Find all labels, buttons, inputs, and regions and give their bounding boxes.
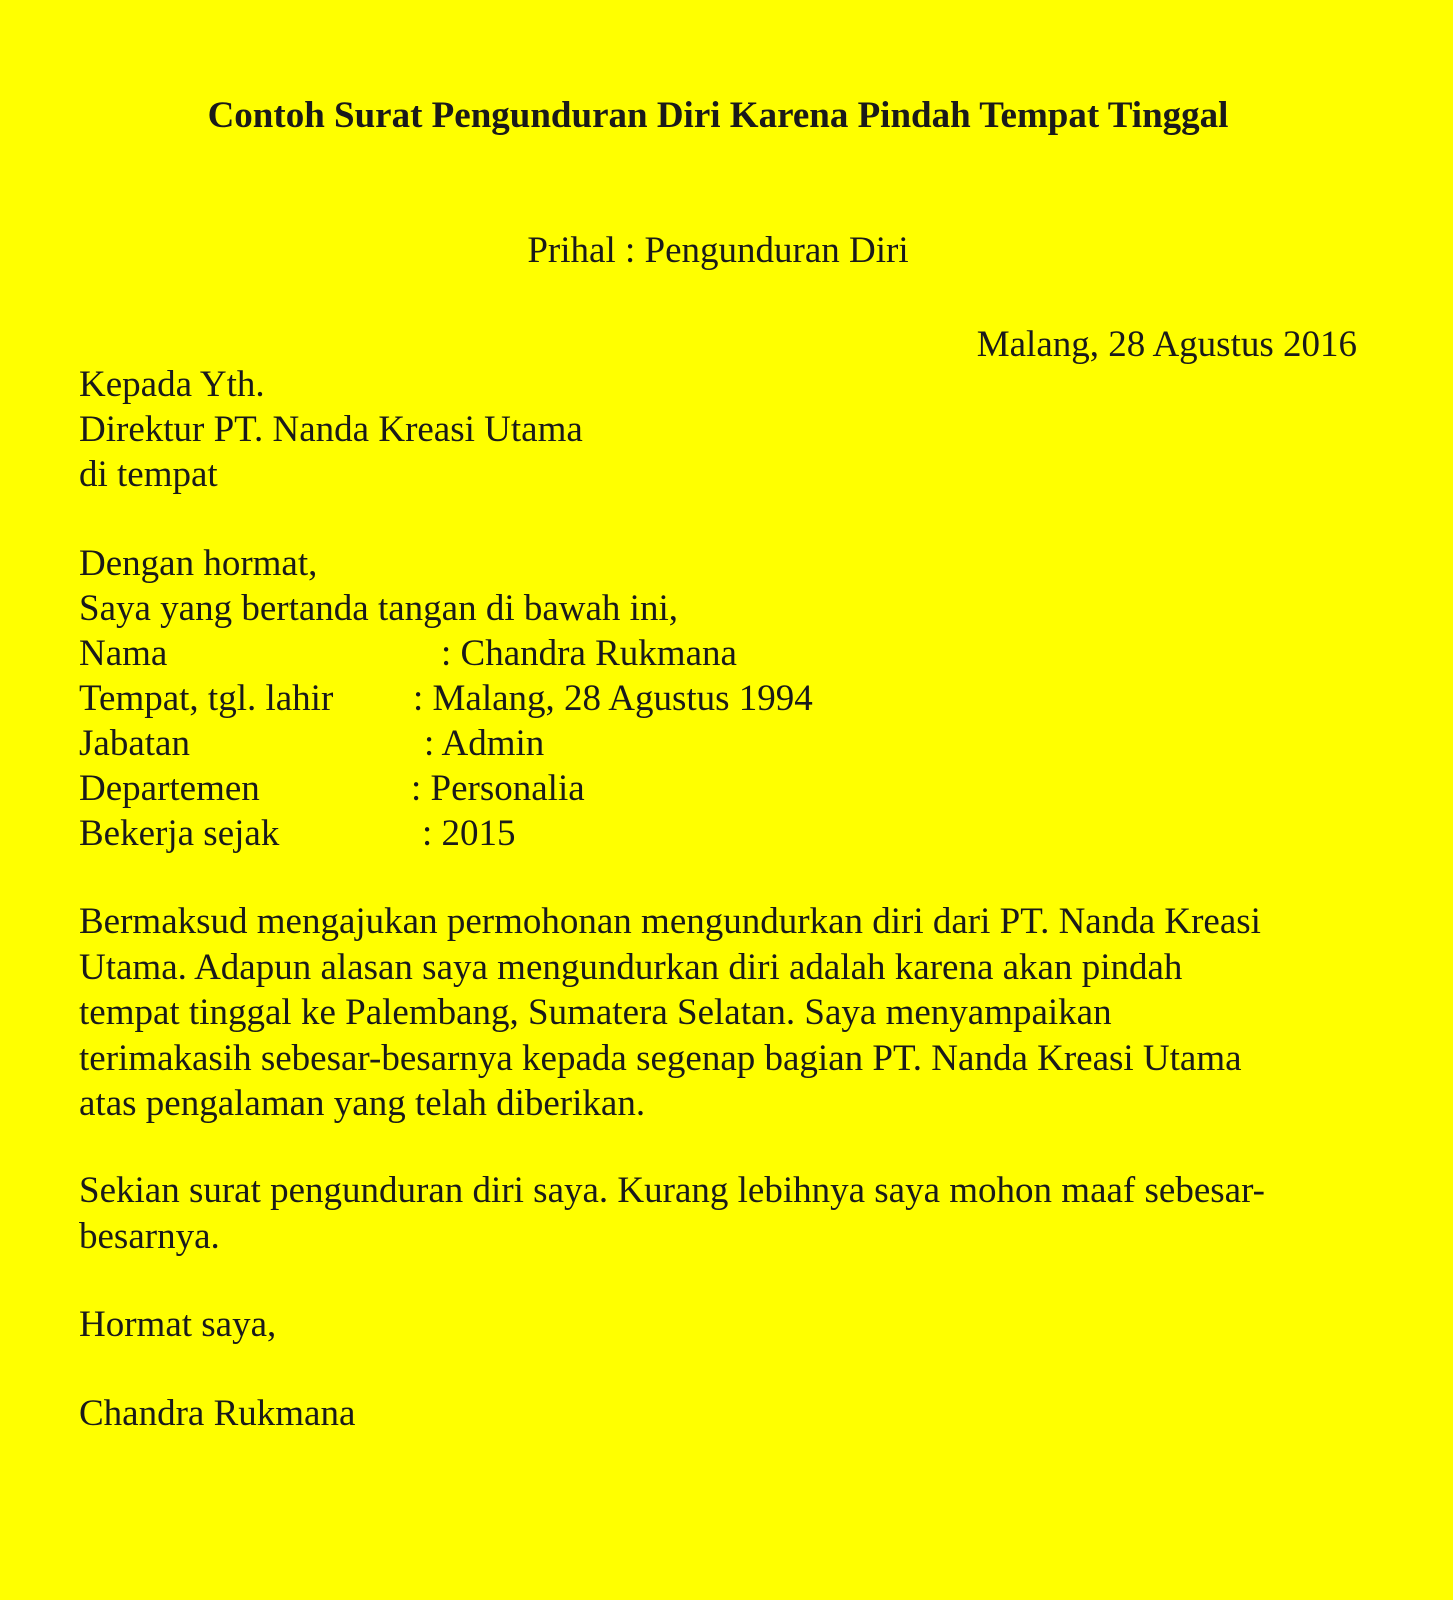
closing-paragraph: [79, 1168, 1265, 1259]
greeting: Dengan hormat,: [79, 543, 318, 584]
closing-line: besarnya.: [79, 1215, 220, 1257]
field-value-jabatan: : Admin: [424, 723, 545, 764]
body-line: tempat tinggal ke Palembang, Sumatera Selatan. Saya menyampaikan: [79, 992, 1112, 1033]
recipient-line-3: di tempat: [79, 454, 218, 495]
intro-line: Saya yang bertanda tangan di bawah ini,: [79, 588, 678, 629]
field-value-bekerja-sejak: : 2015: [422, 813, 516, 854]
field-label-jabatan: Jabatan: [79, 723, 190, 764]
closing-line: Sekian surat pengunduran diri saya. Kurang lebihnya saya mohon maaf sebesar-: [79, 1170, 1265, 1211]
field-label-bekerja-sejak: Bekerja sejak: [79, 813, 280, 854]
letter-title: Contoh Surat Pengunduran Diri Karena Pindah Tempat Tinggal: [207, 95, 1229, 136]
field-label-nama: Nama: [79, 633, 168, 674]
sign-off: Hormat saya,: [79, 1304, 277, 1345]
body-line: Bermaksud mengajukan permohonan mengundurkan diri dari PT. Nanda Kreasi: [79, 901, 1261, 942]
field-value-tempat-tgl-lahir: : Malang, 28 Agustus 1994: [413, 678, 813, 719]
field-label-tempat-tgl-lahir: Tempat, tgl. lahir: [79, 678, 334, 719]
recipient-line-2: Direktur PT. Nanda Kreasi Utama: [79, 409, 583, 450]
body-line: atas pengalaman yang telah diberikan.: [79, 1083, 646, 1124]
letter-date: Malang, 28 Agustus 2016: [976, 324, 1357, 365]
body-line: terimakasih sebesar-besarnya kepada segenap bagian PT. Nanda Kreasi Utama: [79, 1037, 1242, 1079]
body-paragraph: [79, 899, 1261, 1127]
field-value-nama: : Chandra Rukmana: [441, 633, 737, 674]
body-line: Utama. Adapun alasan saya mengundurkan diri adalah karena akan pindah: [79, 946, 1183, 988]
field-label-departemen: Departemen: [79, 768, 260, 809]
recipient-line-1: Kepada Yth.: [79, 364, 265, 405]
letter-subject: Prihal : Pengunduran Diri: [527, 230, 909, 271]
field-value-departemen: : Personalia: [411, 768, 585, 809]
signature-name: Chandra Rukmana: [79, 1393, 356, 1434]
